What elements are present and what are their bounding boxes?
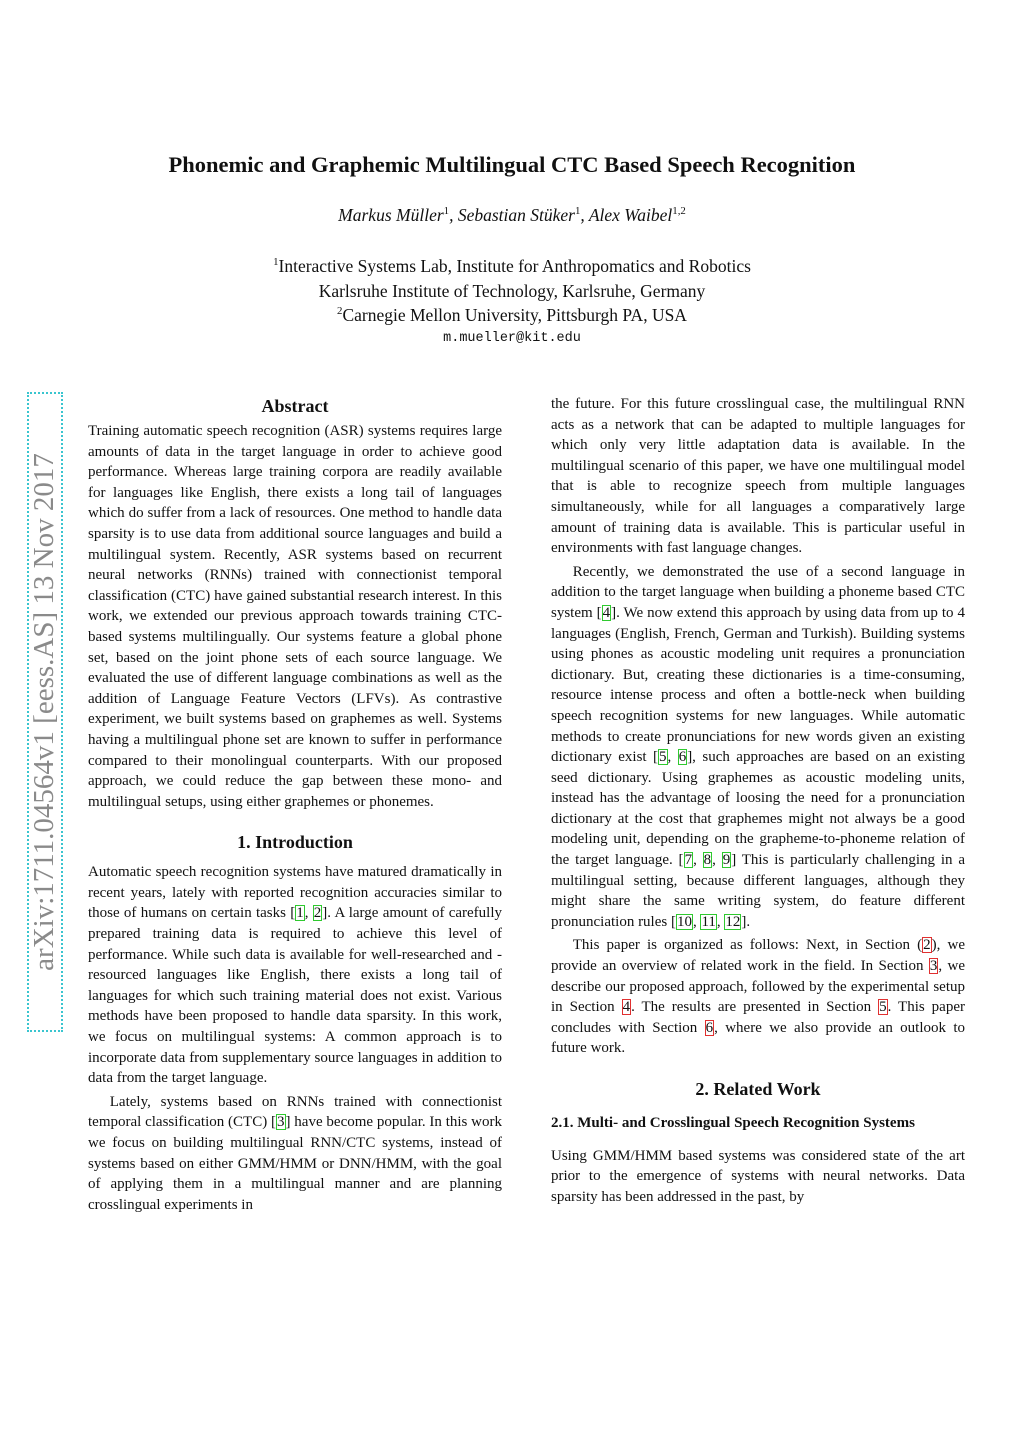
citation-link[interactable]: 6 (678, 749, 687, 766)
contact-email[interactable]: m.mueller@kit.edu (443, 331, 581, 346)
body-paragraph: the future. For this future crosslingual case, the multilingual RNN acts as a network that can be adapted to multiple languages for which only very little adaptation data is available. In the multilingual scenario of this paper, we have one multilingual model that is able to recognize speech from multiple languages simultaneously, while for all languages a comparatively large amount of training data is available. This is particular useful in environments with fast language changes. (551, 396, 965, 557)
affiliation-marker: 1,2 (672, 205, 686, 218)
section-link[interactable]: 4 (622, 999, 631, 1016)
citation-link[interactable]: 3 (277, 1114, 285, 1131)
body-paragraph: This paper is organized as follows: Next, in Section (2), we provide an overview of related work in the field. In Section 3, we describe our proposed approach, followed by the experimental setup in Section 4. The results are presented in Section 5. This paper concludes with Section 6, where we also provide an outlook to future work. (551, 937, 965, 1057)
abstract-text: Training automatic speech recognition (ASR) systems requires large amounts of data in the target language in order to achieve good performance. Whereas large training corpora are readily available for languages like English, there exists a long tail of languages which do suffer from a lack of resources. One method to handle data sparsity is to use data from additional source languages and build a multilingual system. Recently, ASR systems based on recurrent neural networks (RNNs) trained with connectionist temporal classification (CTC) have gained substantial research interest. In this work, we extended our previous approach towards training CTC-based systems multilingually. Our systems feature a global phone set, based on the joint phone sets of each source language. We evaluated the use of different language combinations as well as the addition of Language Feature Vectors (LFVs). As contrastive experiment, we built systems based on graphemes as well. Systems having a multilingual phone set are known to suffer in performance compared to their monolingual counterparts. With our proposed approach, we could reduce the gap between these mono- and multilingual setups, using either graphemes or phonemes. (88, 423, 502, 810)
section-link[interactable]: 2 (923, 937, 931, 954)
affiliation-marker: 1 (574, 205, 581, 218)
citation-link[interactable]: 12 (725, 913, 741, 930)
citation-link[interactable]: 10 (676, 913, 692, 930)
section-link[interactable]: 3 (929, 958, 938, 975)
related-work-heading: 2. Related Work (695, 1079, 821, 1099)
citation-link[interactable]: 8 (703, 852, 712, 869)
citation-link[interactable]: 1 (296, 905, 304, 922)
affiliations (0, 254, 1024, 328)
author-name: Alex Waibel (588, 205, 673, 225)
arxiv-stamp[interactable]: arXiv:1711.04564v1 [eess.AS] 13 Nov 2017 (27, 392, 63, 1032)
citation-link[interactable]: 9 (722, 852, 731, 869)
body-paragraph: Recently, we demonstrated the use of a second language in addition to the target language when building a phoneme based CTC system [4]. We now extend this approach by using data from up to 4 languages (English, French, German and Turkish). Building systems using phones as acoustic modeling unit requires a pronunciation dictionary. But, creating these dictionaries is a time-consuming, resource intense process and often a bottle-neck when building speech recognition systems for new languages. While automatic methods to create pronunciations for new words given an existing dictionary exist [5, 6], such approaches are based on an existing seed dictionary. Using graphemes as acoustic modeling units, instead has the advantage of loosing the need for a pronunciation dictionary at the cost that graphemes might not always be a good modeling unit, depending on the grapheme-to-phoneme relation of the target language. [7, 8, 9] This is particularly challenging in a multilingual setting, because different languages, although they might share the same writing system, do feature different pronunciation rules [10, 11, 12]. (551, 563, 966, 930)
affiliation-line: $^1$Interactive Systems Lab, Institute for Anthropomatics and Robotics (273, 256, 751, 276)
author-name: Sebastian Stüker (457, 205, 575, 225)
introduction-heading: 1. Introduction (237, 832, 353, 853)
left-column (88, 394, 502, 1215)
affiliation-line: $^2$Carnegie Mellon University, Pittsburgh PA, USA (337, 305, 687, 325)
paper-title: Phonemic and Graphemic Multilingual CTC Based Speech Recognition (168, 152, 856, 177)
abstract-heading: Abstract (261, 396, 329, 416)
citation-link[interactable]: 11 (701, 913, 716, 930)
citation-link[interactable]: 7 (684, 852, 693, 869)
affiliation-line: Karlsruhe Institute of Technology, Karlsruhe, Germany (318, 280, 706, 301)
intro-paragraph: Automatic speech recognition systems have matured dramatically in recent years, lately with reported recognition accuracies similar to those of humans on certain tasks [1, 2]. A large amount of carefully prepared training data is required to achieve this level of performance. While such data is available for well-researched and -resourced languages like English, there exists a long tail of languages for which such training material does not exist. Various methods have been proposed to handle data sparsity. In this work, we focus on multilingual systems: A common approach is to incorporate data from supplementary source languages in addition to data from the target language. (88, 864, 503, 1087)
subsection-heading: 2.1. Multi- and Crosslingual Speech Recognition Systems (551, 1115, 915, 1131)
affiliation-marker: 1 (273, 256, 279, 269)
affiliation-marker: 1 (443, 205, 450, 218)
intro-paragraph: Lately, systems based on RNNs trained with connectionist temporal classification (CTC) [3] have become popular. In this work we focus on building multilingual RNN/CTC systems, instead of systems based on either GMM/HMM or DNN/HMM, with the goal of applying them in a multilingual manner and are planning crosslingual experiments in (88, 1093, 502, 1213)
right-column (551, 394, 965, 1207)
author-list: Markus Müller$^1$, Sebastian Stüker$^1$, Alex Waibel$^{1,2}$ (338, 205, 686, 225)
body-paragraph: Using GMM/HMM based systems was considered state of the art prior to the emergence of systems with neural networks. Data sparsity has been addressed in the past, by (551, 1147, 965, 1205)
citation-link[interactable]: 5 (659, 749, 667, 766)
section-link[interactable]: 5 (879, 999, 887, 1016)
section-link[interactable]: 6 (705, 1019, 714, 1036)
author-name: Markus Müller (338, 205, 444, 225)
affiliation-marker: 2 (337, 305, 343, 318)
citation-link[interactable]: 2 (313, 905, 322, 922)
citation-link[interactable]: 4 (602, 604, 611, 621)
